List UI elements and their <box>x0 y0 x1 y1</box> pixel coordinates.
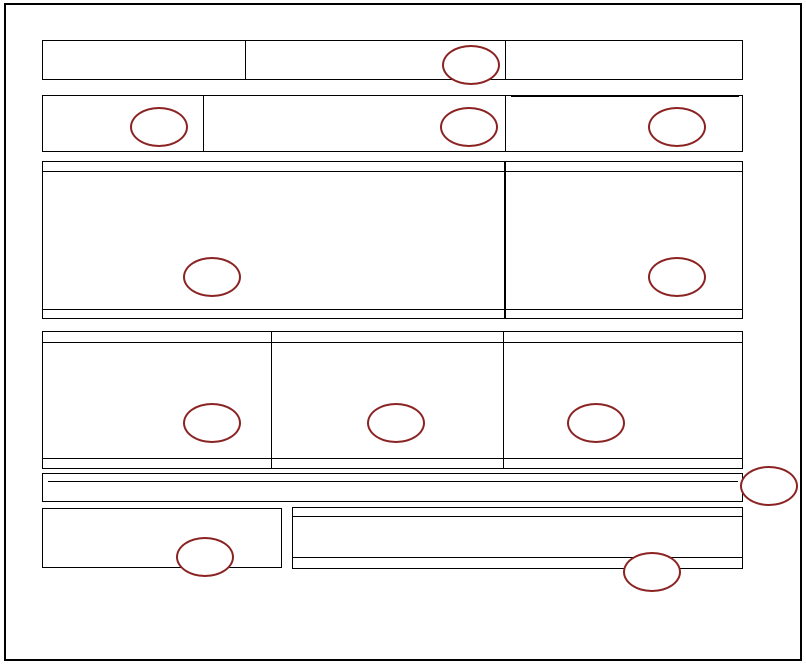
taxes-col-description <box>518 181 628 189</box>
callout-7 <box>183 403 241 443</box>
tax-state-header <box>653 89 739 96</box>
summary-ytd-deductions <box>490 491 650 499</box>
taxes-col-ytd <box>678 181 736 189</box>
employer-paid-col-ytd <box>691 344 738 352</box>
employer-paid-col-description <box>509 344 627 352</box>
taxes-title <box>506 162 742 172</box>
summary-col-total-gross <box>72 474 214 481</box>
marital-fed <box>621 97 653 107</box>
check-number-label <box>511 52 572 60</box>
callout-11 <box>176 537 234 577</box>
job-title-label <box>210 124 275 132</box>
summary-ytd-label <box>48 491 72 499</box>
hours-earnings-table <box>55 171 499 187</box>
employer-paid-table <box>509 344 738 352</box>
after-tax-table <box>276 344 498 352</box>
employer-paid-col-current <box>627 344 691 352</box>
pay-begin-label <box>252 52 314 60</box>
col-hours <box>249 179 293 187</box>
allowances-label <box>511 107 621 117</box>
pay-group-label <box>252 44 314 52</box>
callout-3 <box>440 107 498 147</box>
before-tax-col-description <box>50 344 160 352</box>
before-tax-table <box>50 344 265 352</box>
summary-ytd-taxes <box>360 491 490 499</box>
col-earnings <box>293 179 385 187</box>
dashes-ytd-a <box>361 171 401 179</box>
after-tax-total-row <box>276 460 498 468</box>
current-group-label <box>281 171 361 179</box>
summary-col-net-pay <box>650 474 738 481</box>
before-tax-col-current <box>160 344 212 352</box>
after-tax-total-label <box>276 460 394 468</box>
col-ytd-earnings <box>427 179 499 187</box>
dashes-cur-a <box>225 171 249 179</box>
before-tax-total-row <box>50 460 265 468</box>
col-ytd-hours <box>385 179 427 187</box>
taxes-table <box>518 181 736 189</box>
callout-10 <box>740 466 798 506</box>
dist-col-payment-type <box>304 518 414 526</box>
summary-col-fed-taxable <box>214 474 360 481</box>
business-block <box>511 44 572 69</box>
addl-pct-label <box>511 117 621 127</box>
callout-8 <box>367 403 425 443</box>
pay-end-label <box>252 61 314 69</box>
summary-table <box>48 474 738 499</box>
col-rate <box>225 179 249 187</box>
after-tax-col-description <box>276 344 394 352</box>
summary-col-total-taxes <box>360 474 490 481</box>
dist-col-amount <box>594 518 737 526</box>
before-tax-total-label <box>50 460 160 468</box>
check-date-label <box>511 61 572 69</box>
dashes-ytd-b <box>427 171 499 179</box>
employee-id-label <box>210 99 275 107</box>
hours-earnings-columns <box>55 179 499 187</box>
department-label <box>210 107 275 115</box>
pay-info-block <box>252 44 314 69</box>
marital-status-label <box>511 97 621 107</box>
before-tax-total-ytd <box>212 460 265 468</box>
callout-1 <box>442 45 500 85</box>
callout-12 <box>623 552 681 592</box>
before-tax-col-ytd <box>212 344 265 352</box>
callout-9 <box>567 403 625 443</box>
callout-6 <box>648 257 706 297</box>
summary-current-net-pay <box>650 482 738 490</box>
summary-ytd-gross <box>72 491 214 499</box>
callout-4 <box>648 107 706 147</box>
employee-details <box>210 99 275 140</box>
addl-amt-label <box>511 127 621 137</box>
summary-ytd-fed-taxable <box>214 491 360 499</box>
summary-current-label <box>48 482 72 490</box>
dist-col-account-number <box>494 518 594 526</box>
after-tax-total-ytd <box>444 460 498 468</box>
pay-rate-label <box>210 132 275 140</box>
net-pay-dist-table <box>304 518 737 526</box>
after-tax-col-ytd <box>444 344 498 352</box>
taxes-total-label <box>518 310 628 318</box>
summary-current-gross <box>72 482 214 490</box>
taxes-total-current <box>628 310 678 318</box>
summary-current-deductions <box>490 482 650 490</box>
leave-message-box <box>42 508 282 568</box>
marital-state <box>653 97 739 107</box>
callout-2 <box>130 107 188 147</box>
summary-current-fed-taxable <box>214 482 360 490</box>
location-label <box>210 116 275 124</box>
ytd-group-label <box>401 171 427 179</box>
summary-ytd-row <box>48 491 738 499</box>
summary-col-total-deductions <box>490 474 650 481</box>
dist-col-account-type <box>414 518 494 526</box>
after-tax-total-current <box>394 460 444 468</box>
business-unit-label <box>511 44 572 52</box>
after-tax-col-current <box>394 344 444 352</box>
col-description <box>55 179 225 187</box>
dist-total-label <box>304 558 594 566</box>
tax-federal-header <box>621 89 653 96</box>
summary-current-taxes <box>360 482 490 490</box>
header-box <box>42 40 743 80</box>
before-tax-total-current <box>160 460 212 468</box>
allowances-fed <box>621 107 653 117</box>
callout-5 <box>183 257 241 297</box>
summary-current-row <box>48 482 738 490</box>
tax-data-title <box>511 89 621 96</box>
taxes-total-ytd <box>678 310 736 318</box>
taxes-col-current <box>628 181 678 189</box>
taxes-total-row <box>518 310 736 318</box>
summary-ytd-net-pay <box>650 491 738 499</box>
